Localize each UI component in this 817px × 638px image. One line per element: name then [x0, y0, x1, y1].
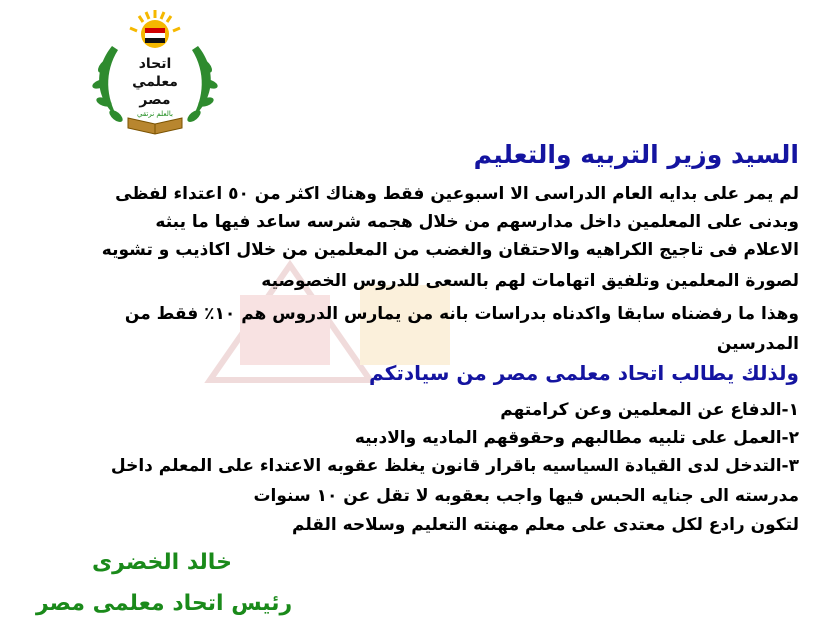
logo-text-line3: مصر — [139, 92, 171, 108]
paragraph-line: لم يمر على بدايه العام الدراسى الا اسبوعين فقط وهناك اكثر من ٥٠ اعتداء لفظى — [115, 184, 799, 204]
book-icon — [128, 118, 182, 134]
paragraph-line: وهذا ما رفضناه سابقا واكدناه بدراسات بانه من يمارس الدروس هم ١٠٪ فقط من — [124, 304, 799, 324]
paragraph-line: الاعلام فى تاجيج الكراهيه والاحتقان والغضب من المعلمين من خلال اكاذيب و تشويه — [101, 240, 799, 260]
demand-item: ٣-التدخل لدى القيادة السياسيه باقرار قانون يغلظ عقوبه الاعتداء على المعلم داخل — [110, 456, 799, 476]
paragraph-line: المدرسين — [716, 334, 799, 354]
union-logo — [80, 6, 230, 141]
logo-text-line1: اتحاد — [138, 56, 172, 72]
letter-heading: السيد وزير التربيه والتعليم — [473, 140, 799, 169]
signature-title: رئيس اتحاد معلمى مصر — [36, 591, 293, 616]
paragraph-line: وبدنى على المعلمين داخل مدارسهم من خلال هجمه شرسه ساعد فيها ما يبثه — [155, 212, 799, 232]
demand-item: مدرسته الى جنايه الحبس فيها واجب بعقوبه لا تقل عن ١٠ سنوات — [253, 486, 799, 506]
demand-item: لتكون رادع لكل معتدى على معلم مهنته التعليم وسلاحه القلم — [291, 515, 799, 535]
paragraph-line: لصورة المعلمين وتلفيق اتهامات لهم بالسعى للدروس الخصوصيه — [261, 271, 799, 291]
demand-item: ١-الدفاع عن المعلمين وعن كرامتهم — [500, 400, 799, 420]
logo-text-line2: معلمي — [132, 74, 178, 90]
signature-name: خالد الخضرى — [92, 550, 232, 575]
logo-slogan: بالعلم نرتقي — [137, 110, 173, 118]
demand-item: ٢-العمل على تلبيه مطالبهم وحقوقهم الماديه والادبيه — [354, 428, 799, 448]
sun-icon — [130, 10, 180, 48]
demand-heading: ولذلك يطالب اتحاد معلمى مصر من سيادتكم — [369, 361, 799, 385]
